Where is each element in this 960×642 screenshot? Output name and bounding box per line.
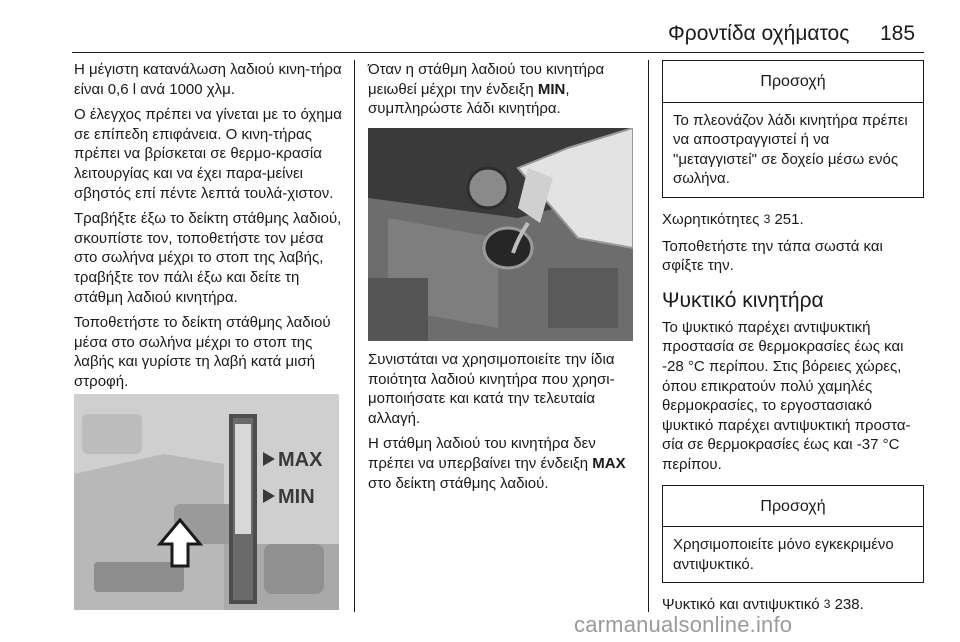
dipstick-insert-text: Τοποθετήστε το δείκτη στάθμης λαδιού μέσα στο σωλήνα μέχρι το στοπ της λαβής και γυρίστε τη λαβή κατά μισή στροφή.: [74, 314, 331, 390]
page-number: 185: [880, 22, 916, 45]
min-emphasis: MIN: [537, 80, 566, 98]
min-refill-text: Όταν η στάθμη λαδιού του κινητήρα μειωθεί μέχρι την ένδειξη MIN, συμπληρώστε λάδι κινητήρα.: [368, 61, 605, 118]
column-left: [74, 60, 342, 398]
max-limit-text: Η στάθμη λαδιού του κινητήρα δεν πρέπει να υπερβαίνει την ένδειξη MAX στο δείκτη στάθμης λαδιού.: [368, 435, 626, 492]
caution-title: Προσοχή: [663, 486, 923, 528]
section-title-coolant: Ψυκτικό κινητήρα: [662, 288, 824, 312]
cap-instructions-text: Τοποθετήστε την τάπα σωστά και σφίξτε την.: [662, 237, 883, 275]
page-reference-icon: 3: [763, 211, 771, 226]
caution-body: Χρησιμοποιείτε μόνο εγκεκριμένο αντιψυκτικό.: [673, 536, 894, 573]
capacities-reference: Χωρητικότητες 3 251.: [662, 210, 804, 228]
column-right: [662, 60, 924, 622]
page-reference-icon: 3: [823, 597, 831, 612]
caution-title: Προσοχή: [663, 61, 923, 103]
column-divider: [648, 60, 649, 612]
oil-refill-photo: [368, 128, 633, 341]
column-middle: [368, 60, 636, 125]
column-divider: [354, 60, 355, 612]
caution-body: Το πλεονάζον λάδι κινητήρα πρέπει να αποστραγγιστεί ή να "μεταγγιστεί" σε δοχείο μέσω ενός σωλήνα.: [673, 111, 908, 188]
caution-box-coolant: [662, 485, 924, 584]
oil-consumption-text: Η μέγιστη κατανάλωση λαδιού κινη‐τήρα είναι 0,6 l ανά 1000 χλμ.: [74, 61, 342, 98]
max-emphasis: MAX: [592, 454, 626, 472]
page-title: Φροντίδα οχήματος: [668, 22, 850, 45]
dipstick-instructions-text: Τραβήξτε έξω το δείκτη στάθμης λαδιού, σκουπίστε τον, τοποθετήστε τον μέσα στο σωλήνα μέχρι το στοπ της λαβής, τραβήξτε τον πάλι έξω και δείτε τη στάθμη λαδιού κινητήρα.: [74, 210, 342, 306]
check-conditions-text: Ο έλεγχος πρέπει να γίνεται με το όχημα σε επίπεδη επιφάνεια. Ο κινη‐τήρας πρέπει να βρίσκεται σε θερμο‐κρασία λειτουργίας και να έχει παρα‐μείνει σβηστός επί πέντε λεπτά τουλά‐χιστον.: [74, 106, 342, 202]
watermark: carmanualsonline.info: [574, 612, 793, 637]
page-header: [0, 0, 960, 52]
column-middle-lower: [368, 350, 636, 499]
dipstick-illustration: [74, 394, 339, 610]
min-label: MIN: [278, 486, 315, 508]
max-label: MAX: [278, 449, 323, 471]
coolant-reference: Ψυκτικό και αντιψυκτικό 3 238.: [662, 596, 864, 614]
same-oil-quality-text: Συνιστάται να χρησιμοποιείτε την ίδια ποιότητα λαδιού κινητήρα που χρησι‐μοποιήσατε και κατά την τελευταία αλλαγή.: [368, 351, 615, 427]
header-divider: [72, 52, 924, 53]
coolant-protection-text: Το ψυκτικό παρέχει αντιψυκτική προστασία σε θερμοκρασίες έως και -28 °C περίπου. Στις βόρειες χώρες, όπου επικρατούν πολύ χαμηλές θερμοκρασίες, το εργοστασιακό ψυκτικό παρέχει αντιψυκτική προστα‐σία σε θερμοκρασίες έως και -37 °C περίπου.: [662, 318, 911, 473]
caution-box-oil: [662, 60, 924, 198]
